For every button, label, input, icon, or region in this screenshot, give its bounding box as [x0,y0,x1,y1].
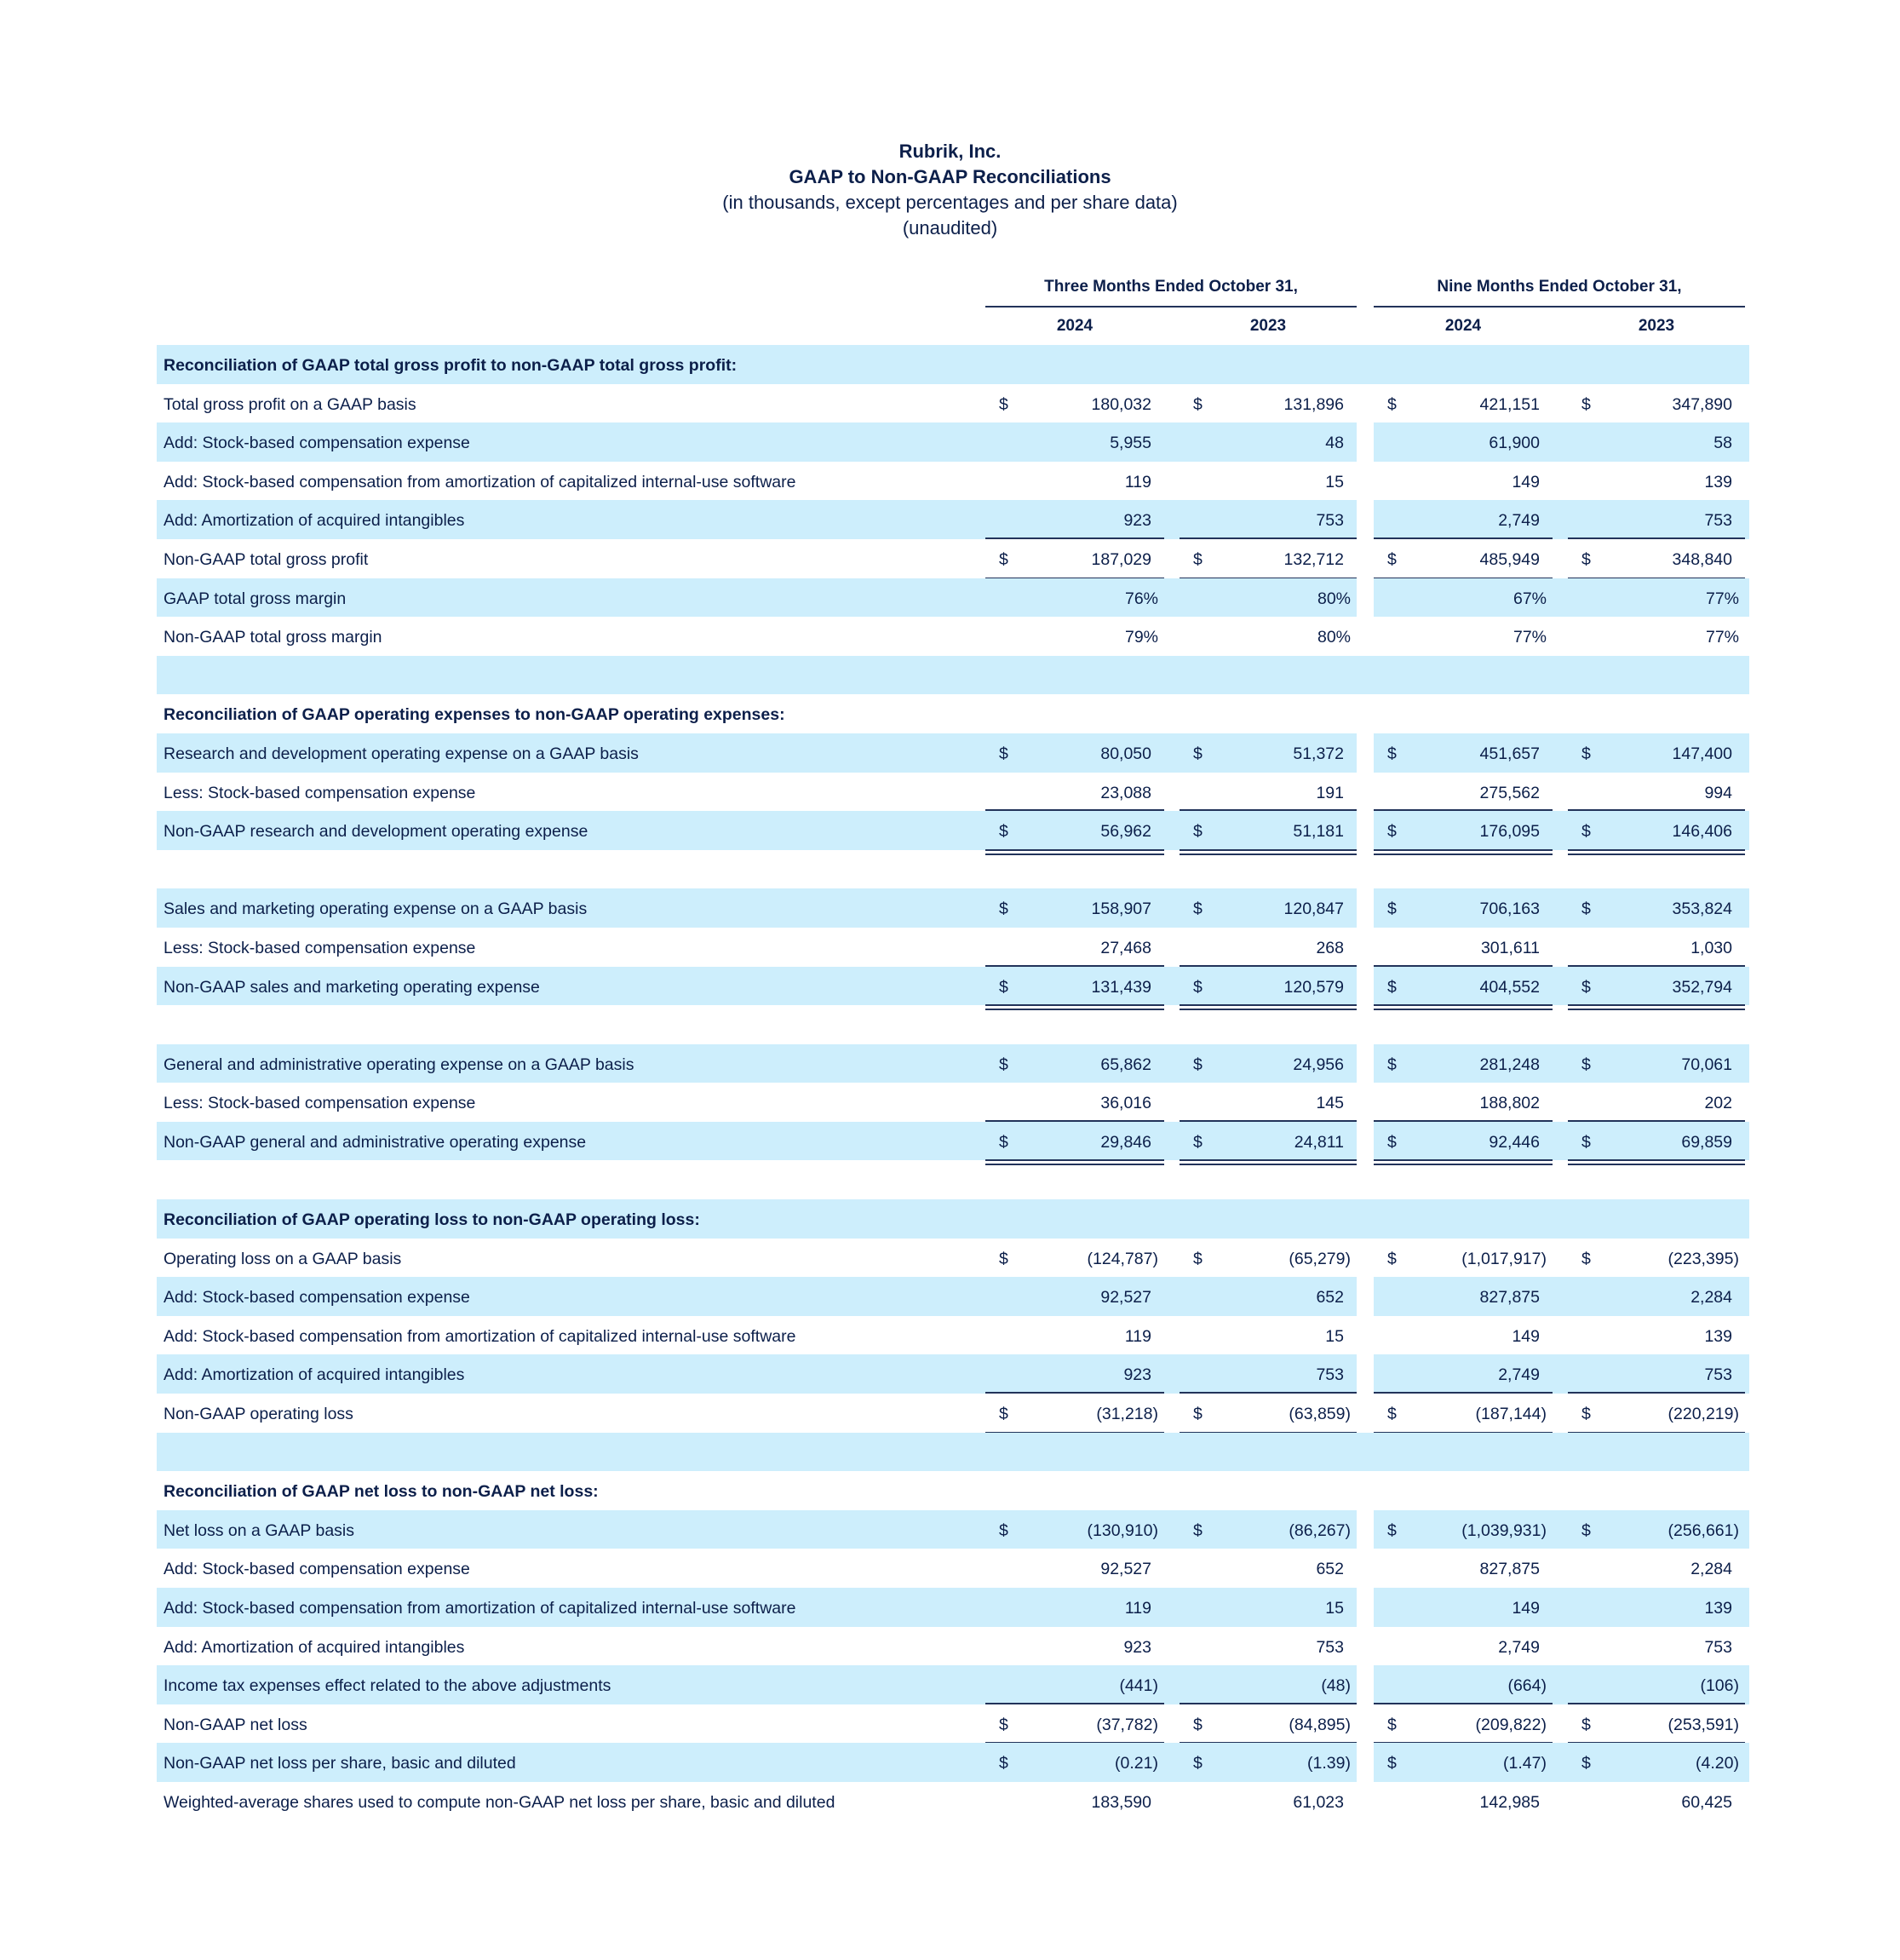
row-label: Less: Stock-based compensation expense [164,938,476,957]
table-row [157,1743,1749,1782]
value-cell: (253,591) [1668,1715,1739,1734]
value-cell: 994 [1704,783,1732,802]
currency-symbol: $ [999,977,1008,997]
table-row [157,1549,1749,1588]
row-label: Add: Stock-based compensation from amortization of capitalized internal-use software [164,1326,796,1346]
value-cell: 36,016 [1100,1094,1151,1113]
table-row [157,539,1749,578]
table-row [157,345,1749,384]
value-cell: 56,962 [1100,822,1151,842]
currency-symbol: $ [1387,900,1397,919]
value-cell: 145 [1316,1094,1344,1113]
currency-symbol: $ [1387,1405,1397,1424]
value-cell: 131,896 [1283,394,1344,414]
currency-symbol: $ [1581,549,1591,569]
spacer-row [157,850,1749,889]
row-label: General and administrative operating expense on a GAAP basis [164,1055,634,1074]
currency-symbol: $ [999,1132,1008,1152]
currency-symbol: $ [1193,1249,1203,1268]
three-months-rule [985,306,1357,308]
row-label: Non-GAAP sales and marketing operating expense [164,977,540,997]
row-label: GAAP total gross margin [164,589,347,608]
value-cell: (223,395) [1668,1249,1739,1268]
value-cell: 67% [1513,589,1547,608]
row-label: Non-GAAP net loss per share, basic and diluted [164,1754,516,1773]
table-row [157,462,1749,501]
row-label: Add: Stock-based compensation from amortization of capitalized internal-use software [164,1599,796,1618]
value-cell: 132,712 [1283,549,1344,569]
table-row [157,384,1749,423]
table-row [157,1122,1749,1161]
table-row [157,1471,1749,1510]
value-cell: 15 [1325,472,1344,491]
currency-symbol: $ [1387,549,1397,569]
value-cell: 70,061 [1681,1055,1732,1074]
value-cell: 120,847 [1283,900,1344,919]
currency-symbol: $ [1387,1754,1397,1773]
currency-symbol: $ [999,549,1008,569]
column-gap [1357,967,1374,1006]
value-cell: 180,032 [1091,394,1151,414]
value-cell: 79% [1124,628,1158,647]
currency-symbol: $ [999,1055,1008,1074]
value-cell: (441) [1119,1676,1158,1696]
currency-symbol: $ [1387,1520,1397,1540]
column-gap [1357,733,1374,773]
currency-symbol: $ [1581,1754,1591,1773]
value-cell: 147,400 [1672,744,1732,763]
table-row [157,888,1749,928]
table-row [157,500,1749,539]
report-subtitle: (in thousands, except percentages and per share data) [722,192,1178,213]
currency-symbol: $ [1581,744,1591,763]
column-gap [1357,1277,1374,1316]
table-row [157,422,1749,462]
value-cell: 149 [1512,472,1540,491]
value-cell: 142,985 [1479,1792,1540,1812]
value-cell: 149 [1512,1599,1540,1618]
value-cell: 652 [1316,1560,1344,1579]
value-cell: 23,088 [1100,783,1151,802]
value-cell: 69,859 [1681,1132,1732,1152]
currency-symbol: $ [1193,822,1203,842]
column-gap [1357,1354,1374,1394]
currency-symbol: $ [1387,1132,1397,1152]
currency-symbol: $ [1581,1055,1591,1074]
column-gap [1357,1122,1374,1161]
value-cell: 61,900 [1489,434,1540,453]
row-label: Add: Amortization of acquired intangibles [164,1365,465,1385]
table-row [157,1510,1749,1549]
value-cell: 404,552 [1479,977,1540,997]
value-cell: (37,782) [1096,1715,1158,1734]
table-row [157,1782,1749,1821]
row-label: Sales and marketing operating expense on a GAAP basis [164,900,588,919]
table-row [157,928,1749,967]
currency-symbol: $ [1387,977,1397,997]
currency-symbol: $ [999,1520,1008,1540]
value-cell: 421,151 [1479,394,1540,414]
currency-symbol: $ [1581,822,1591,842]
table-row [157,1316,1749,1355]
value-cell: 120,579 [1283,977,1344,997]
value-cell: 15 [1325,1599,1344,1618]
currency-symbol: $ [1193,1715,1203,1734]
table-row [157,811,1749,850]
value-cell: (1.39) [1307,1754,1351,1773]
value-cell: 51,372 [1293,744,1344,763]
value-cell: 139 [1704,472,1732,491]
currency-symbol: $ [999,1249,1008,1268]
column-gap [1357,1665,1374,1704]
column-gap [1357,422,1374,462]
currency-symbol: $ [1581,1405,1591,1424]
value-cell: 352,794 [1672,977,1732,997]
currency-symbol: $ [999,900,1008,919]
value-cell: 191 [1316,783,1344,802]
value-cell: (1,039,931) [1461,1520,1547,1540]
row-label: Non-GAAP operating loss [164,1405,353,1424]
reconciliation-table [157,345,1749,1821]
value-cell: (4.20) [1696,1754,1739,1773]
currency-symbol: $ [1581,1249,1591,1268]
value-cell: 923 [1123,1637,1151,1657]
row-label: Less: Stock-based compensation expense [164,783,476,802]
table-row [157,1665,1749,1704]
row-label: Operating loss on a GAAP basis [164,1249,402,1268]
table-row [157,733,1749,773]
value-cell: 92,527 [1100,1288,1151,1308]
table-row [157,1239,1749,1278]
value-cell: (84,895) [1289,1715,1351,1734]
value-cell: 65,862 [1100,1055,1151,1074]
row-label: Non-GAAP total gross margin [164,628,382,647]
value-cell: 281,248 [1479,1055,1540,1074]
year-header-9m-2023: 2023 [1638,317,1675,335]
value-cell: 183,590 [1091,1792,1151,1812]
three-months-header: Three Months Ended October 31, [1044,278,1298,296]
value-cell: 48 [1325,434,1344,453]
value-cell: 2,749 [1498,1365,1540,1385]
value-cell: (220,219) [1668,1405,1739,1424]
value-cell: 827,875 [1479,1560,1540,1579]
table-row [157,1627,1749,1666]
currency-symbol: $ [999,394,1008,414]
value-cell: (1.47) [1503,1754,1547,1773]
value-cell: 29,846 [1100,1132,1151,1152]
value-cell: 753 [1316,1637,1344,1657]
column-gap [1357,500,1374,539]
column-gap [1357,1510,1374,1549]
value-cell: (63,859) [1289,1405,1351,1424]
value-cell: (124,787) [1087,1249,1158,1268]
value-cell: 5,955 [1110,434,1151,453]
row-label: Non-GAAP total gross profit [164,549,369,569]
value-cell: 187,029 [1091,549,1151,569]
value-cell: 119 [1124,1599,1151,1618]
value-cell: 485,949 [1479,549,1540,569]
currency-symbol: $ [1387,394,1397,414]
table-row [157,1083,1749,1122]
value-cell: 77% [1705,628,1739,647]
value-cell: 80% [1317,628,1351,647]
value-cell: (106) [1700,1676,1739,1696]
table-row [157,1588,1749,1627]
value-cell: (0.21) [1115,1754,1158,1773]
table-row [157,1277,1749,1316]
row-label: Add: Amortization of acquired intangibles [164,511,465,531]
currency-symbol: $ [1193,1132,1203,1152]
row-label: Add: Stock-based compensation expense [164,1288,470,1308]
report-title: GAAP to Non-GAAP Reconciliations [789,166,1111,187]
value-cell: 275,562 [1479,783,1540,802]
row-label: Add: Amortization of acquired intangibles [164,1637,465,1657]
row-label: Income tax expenses effect related to the above adjustments [164,1676,611,1696]
currency-symbol: $ [1193,900,1203,919]
value-cell: 353,824 [1672,900,1732,919]
table-row [157,617,1749,656]
nine-months-rule [1374,306,1745,308]
column-gap [1357,1588,1374,1627]
currency-symbol: $ [1581,900,1591,919]
spacer-row [157,1005,1749,1044]
value-cell: 176,095 [1479,822,1540,842]
unaudited-note: (unaudited) [902,217,998,239]
value-cell: 348,840 [1672,549,1732,569]
table-row [157,1704,1749,1744]
value-cell: 51,181 [1293,822,1344,842]
currency-symbol: $ [1581,394,1591,414]
currency-symbol: $ [1193,744,1203,763]
currency-symbol: $ [999,744,1008,763]
column-gap [1357,1743,1374,1782]
spacer-row [157,1160,1749,1199]
row-label: Add: Stock-based compensation from amortization of capitalized internal-use software [164,472,796,491]
value-cell: 92,527 [1100,1560,1151,1579]
currency-symbol: $ [1581,977,1591,997]
year-header-9m-2024: 2024 [1444,317,1482,335]
value-cell: 76% [1124,589,1158,608]
value-cell: (48) [1321,1676,1351,1696]
currency-symbol: $ [1581,1715,1591,1734]
value-cell: (65,279) [1289,1249,1351,1268]
currency-symbol: $ [1387,1055,1397,1074]
value-cell: 92,446 [1489,1132,1540,1152]
row-label: Net loss on a GAAP basis [164,1520,355,1540]
section-heading: Reconciliation of GAAP total gross profit to non-GAAP total gross profit: [164,356,738,375]
value-cell: 2,749 [1498,1637,1540,1657]
column-gap [1357,888,1374,928]
currency-symbol: $ [999,822,1008,842]
table-row [157,694,1749,733]
value-cell: 301,611 [1480,938,1540,957]
section-heading: Reconciliation of GAAP operating loss to non-GAAP operating loss: [164,1210,700,1230]
table-row [157,578,1749,618]
value-cell: 27,468 [1100,938,1151,957]
value-cell: 24,956 [1293,1055,1344,1074]
currency-symbol: $ [1193,394,1203,414]
value-cell: 451,657 [1479,744,1540,763]
table-row [157,967,1749,1006]
value-cell: 753 [1704,1637,1732,1657]
column-gap [1357,578,1374,618]
row-label: Non-GAAP research and development operating expense [164,822,588,842]
nine-months-header: Nine Months Ended October 31, [1437,278,1682,296]
row-label: Add: Stock-based compensation expense [164,434,470,453]
value-cell: (664) [1507,1676,1547,1696]
currency-symbol: $ [1581,1132,1591,1152]
value-cell: 77% [1513,628,1547,647]
currency-symbol: $ [1193,549,1203,569]
row-label: Research and development operating expense on a GAAP basis [164,744,639,763]
value-cell: 58 [1713,434,1732,453]
year-header-3m-2024: 2024 [1056,317,1094,335]
value-cell: 15 [1325,1326,1344,1346]
value-cell: 139 [1704,1599,1732,1618]
value-cell: 268 [1316,938,1344,957]
value-cell: 923 [1123,1365,1151,1385]
spacer-row [157,1433,1749,1472]
value-cell: 131,439 [1091,977,1151,997]
row-label: Weighted-average shares used to compute non-GAAP net loss per share, basic and diluted [164,1792,835,1812]
value-cell: 77% [1705,589,1739,608]
currency-symbol: $ [1193,1520,1203,1540]
value-cell: (256,661) [1668,1520,1739,1540]
value-cell: 753 [1316,511,1344,531]
value-cell: 2,284 [1690,1560,1732,1579]
value-cell: 827,875 [1479,1288,1540,1308]
value-cell: (187,144) [1475,1405,1547,1424]
company-name: Rubrik, Inc. [898,141,1002,162]
column-gap [1357,1044,1374,1083]
table-row [157,1354,1749,1394]
value-cell: 139 [1704,1326,1732,1346]
currency-symbol: $ [1387,822,1397,842]
currency-symbol: $ [999,1754,1008,1773]
spacer-row [157,656,1749,695]
value-cell: 753 [1704,511,1732,531]
currency-symbol: $ [1193,977,1203,997]
value-cell: 149 [1512,1326,1540,1346]
section-heading: Reconciliation of GAAP operating expenses to non-GAAP operating expenses: [164,705,785,725]
value-cell: 347,890 [1672,394,1732,414]
table-row [157,773,1749,812]
value-cell: 753 [1704,1365,1732,1385]
value-cell: 188,802 [1479,1094,1540,1113]
value-cell: (86,267) [1289,1520,1351,1540]
currency-symbol: $ [999,1715,1008,1734]
value-cell: 2,284 [1690,1288,1732,1308]
value-cell: 706,163 [1479,900,1540,919]
row-label: Non-GAAP general and administrative operating expense [164,1132,587,1152]
currency-symbol: $ [1387,744,1397,763]
value-cell: (31,218) [1096,1405,1158,1424]
row-label: Non-GAAP net loss [164,1715,307,1734]
value-cell: 652 [1316,1288,1344,1308]
table-row [157,1044,1749,1083]
value-cell: 146,406 [1672,822,1732,842]
row-label: Total gross profit on a GAAP basis [164,394,416,414]
value-cell: 923 [1123,511,1151,531]
section-heading: Reconciliation of GAAP net loss to non-GAAP net loss: [164,1482,599,1502]
value-cell: 119 [1124,1326,1151,1346]
value-cell: 80% [1317,589,1351,608]
table-row [157,1199,1749,1239]
column-gap [1357,811,1374,850]
currency-symbol: $ [1387,1715,1397,1734]
value-cell: 1,030 [1690,938,1732,957]
currency-symbol: $ [1193,1754,1203,1773]
value-cell: (1,017,917) [1461,1249,1547,1268]
currency-symbol: $ [1581,1520,1591,1540]
value-cell: (130,910) [1087,1520,1158,1540]
value-cell: 2,749 [1498,511,1540,531]
currency-symbol: $ [1387,1249,1397,1268]
value-cell: (209,822) [1475,1715,1547,1734]
value-cell: 158,907 [1091,900,1151,919]
currency-symbol: $ [999,1405,1008,1424]
value-cell: 61,023 [1293,1792,1344,1812]
table-row [157,1394,1749,1433]
year-header-3m-2023: 2023 [1249,317,1287,335]
value-cell: 753 [1316,1365,1344,1385]
value-cell: 119 [1124,472,1151,491]
value-cell: 80,050 [1100,744,1151,763]
currency-symbol: $ [1193,1405,1203,1424]
row-label: Less: Stock-based compensation expense [164,1094,476,1113]
currency-symbol: $ [1193,1055,1203,1074]
value-cell: 60,425 [1681,1792,1732,1812]
row-label: Add: Stock-based compensation expense [164,1560,470,1579]
value-cell: 202 [1704,1094,1732,1113]
value-cell: 24,811 [1294,1132,1344,1152]
